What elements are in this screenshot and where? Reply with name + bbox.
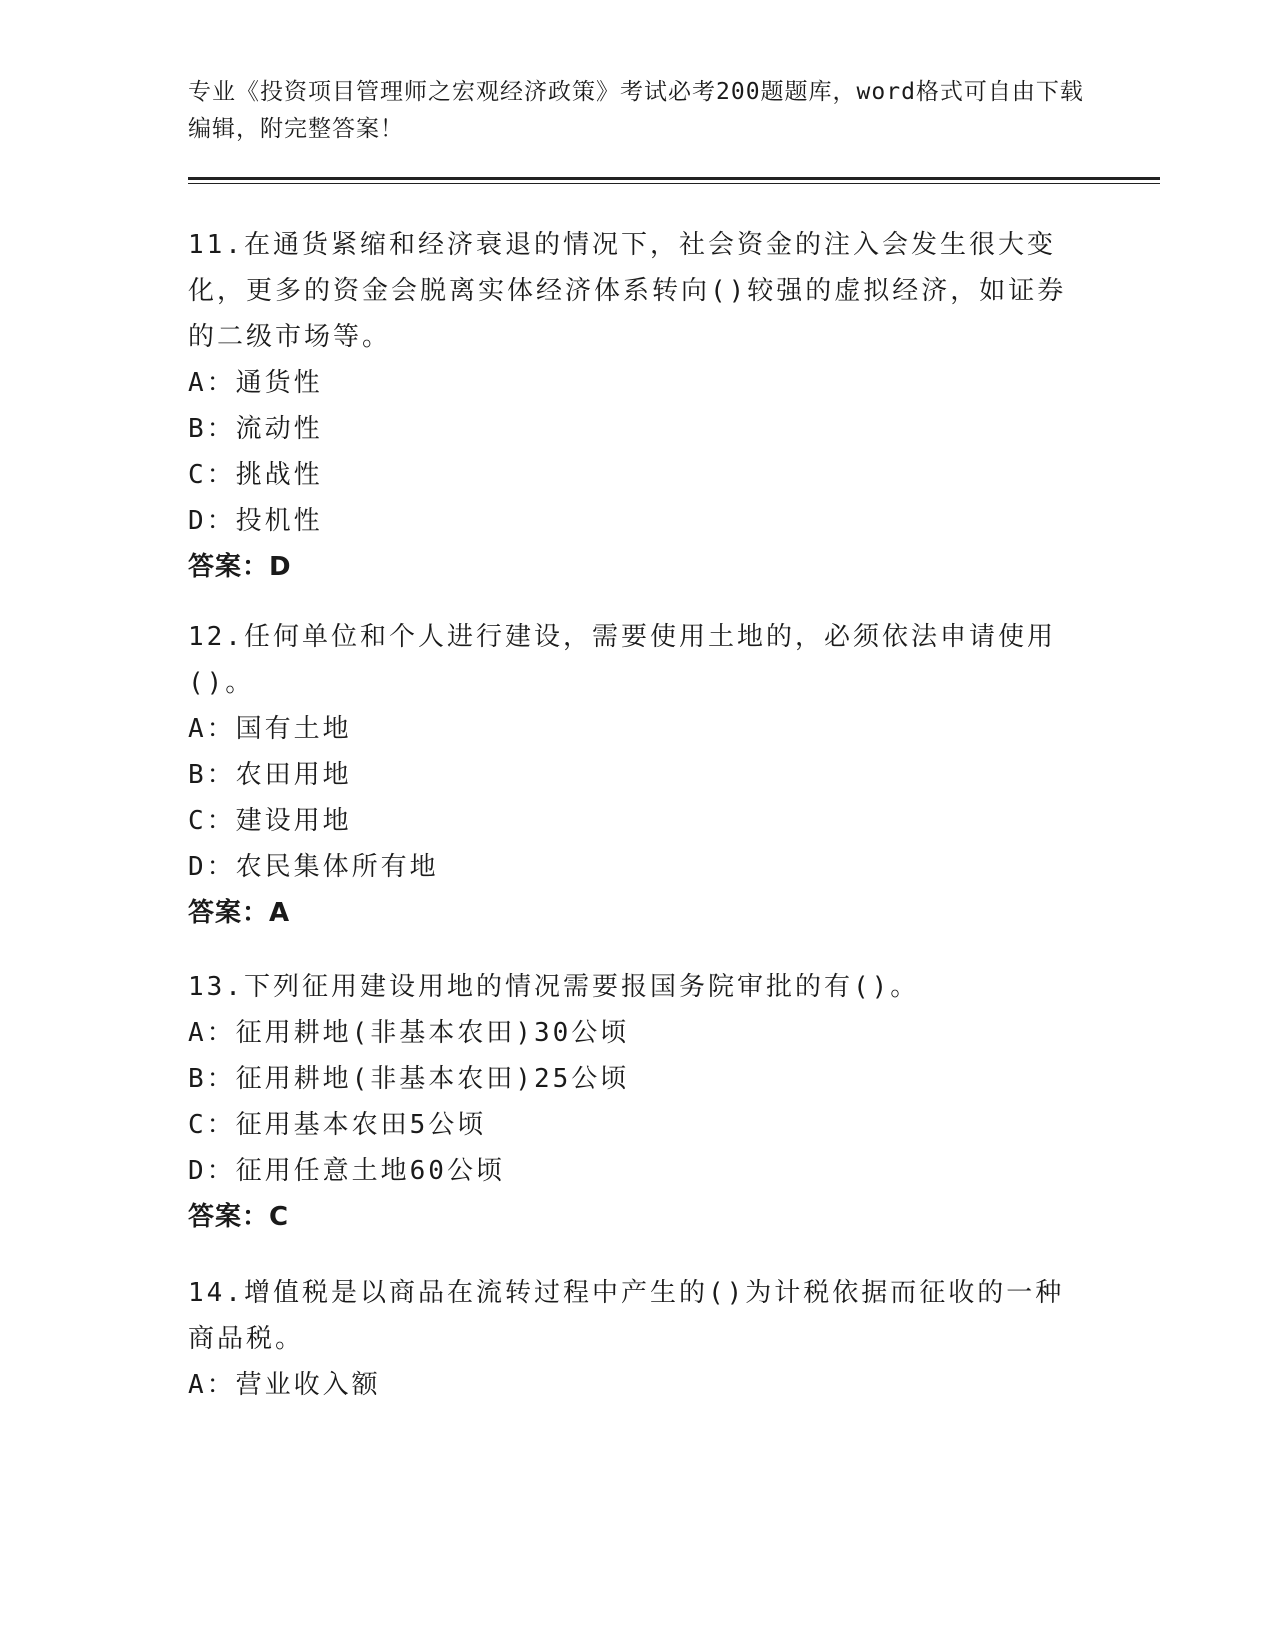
option-d: D：农民集体所有地 — [188, 852, 439, 882]
question-text: 11.在通货紧缩和经济衰退的情况下，社会资金的注入会发生很大变化，更多的资金会脱离实体经济体系转向()较强的虚拟经济，如证券的二级市场等。 — [188, 230, 1067, 352]
header-divider-thick — [188, 177, 1160, 180]
option-b: B：征用耕地(非基本农田)25公顷 — [188, 1064, 630, 1094]
answer-line: 答案：C — [188, 1202, 290, 1232]
answer-line: 答案：A — [188, 898, 291, 928]
option-b: B：农田用地 — [188, 760, 352, 790]
header-divider-thin — [188, 183, 1160, 184]
option-c: C：建设用地 — [188, 806, 352, 836]
question-11 — [188, 222, 1088, 590]
question-13 — [188, 964, 1088, 1240]
question-text: 13.下列征用建设用地的情况需要报国务院审批的有()。 — [188, 972, 920, 1002]
option-a: A：征用耕地(非基本农田)30公顷 — [188, 1018, 630, 1048]
question-text: 12.任何单位和个人进行建设，需要使用土地的，必须依法申请使用()。 — [188, 622, 1056, 698]
option-d: D：投机性 — [188, 506, 323, 536]
document-header: 专业《投资项目管理师之宏观经济政策》考试必考200题题库，word格式可自由下载编辑，附完整答案！ — [188, 79, 1084, 142]
option-c: C：挑战性 — [188, 460, 323, 490]
question-12 — [188, 614, 1088, 936]
option-c: C：征用基本农田5公顷 — [188, 1110, 487, 1140]
option-a: A：营业收入额 — [188, 1370, 381, 1400]
option-d: D：征用任意土地60公顷 — [188, 1156, 505, 1186]
option-a: A：通货性 — [188, 368, 323, 398]
option-a: A：国有土地 — [188, 714, 352, 744]
option-b: B：流动性 — [188, 414, 323, 444]
question-text: 14.增值税是以商品在流转过程中产生的()为计税依据而征收的一种商品税。 — [188, 1278, 1065, 1354]
answer-line: 答案：D — [188, 552, 292, 582]
question-14 — [188, 1270, 1088, 1408]
